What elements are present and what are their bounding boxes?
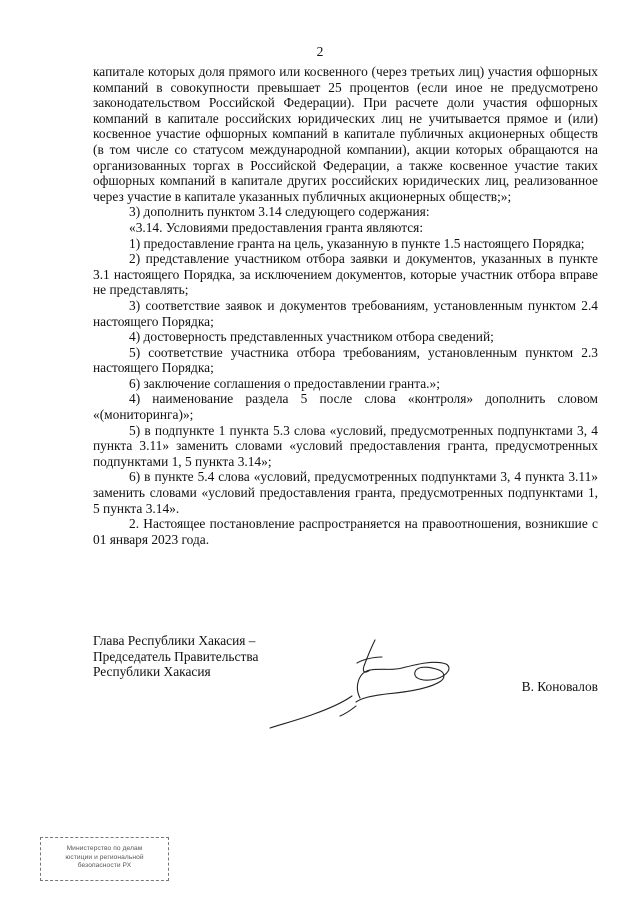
registration-stamp [40, 837, 169, 881]
paragraph: 3) дополнить пунктом 3.14 следующего содержания: [129, 204, 430, 220]
paragraph: 6) в пункте 5.4 слова «условий, предусмотренных подпунктами 3, 4 пункта 3.11» заменить словами «условий предоставления гранта, предусмотренных подпунктами 1, 5 пункта 3.14». [93, 469, 598, 516]
paragraph: 2) представление участником отбора заявки и документов, указанных в пункте 3.1 настоящего Порядка, за исключением документов, которые участник отбора вправе не представлять; [93, 251, 598, 298]
paragraph: 6) заключение соглашения о предоставлении гранта.»; [129, 375, 440, 391]
stamp-line: Министерство по делам [66, 845, 143, 852]
paragraph: 2. Настоящее постановление распространяется на правоотношения, возникшие с 01 января 2023 года. [93, 516, 598, 547]
stamp-line: безопасности РХ [77, 862, 132, 869]
signatory-title-line: Председатель Правительства [93, 648, 259, 664]
signatory-title-line: Республики Хакасия [93, 664, 211, 680]
page-number: 2 [316, 44, 324, 59]
paragraph: 5) соответствие участника отбора требованиям, установленным пунктом 2.3 настоящего Порядка; [93, 344, 598, 376]
document-body [93, 64, 598, 547]
signatory-title [93, 633, 258, 680]
paragraph: 4) достоверность представленных участником отбора сведений; [129, 329, 494, 345]
paragraph: 3) соответствие заявок и документов требованиям, установленным пунктом 2.4 настоящего Порядка; [93, 297, 598, 329]
paragraph: капитале которых доля прямого или косвенного (через третьих лиц) участия офшорных компаний в совокупности превышает 25 процентов (если иное не предусмотрено законодательством Российской Федерации). При расчете доли участия офшорных компаний в капитале российских юридических лиц не учитывается прямое и (или) косвенное участие офшорных компаний в капитале публичных акционерных обществ (в том числе со статусом международной компании), акции которых обращаются на организованных торгах в Российской Федерации, а также косвенное участие таких офшорных компаний в капитале других российских юридических лиц, реализованное через участие в капитале указанных публичных акционерных обществ;»; [93, 64, 598, 204]
paragraph: «3.14. Условиями предоставления гранта являются: [129, 219, 424, 235]
handwritten-signature [258, 636, 468, 731]
signatory-name: В. Коновалов [521, 679, 598, 694]
paragraph: 1) предоставление гранта на цель, указанную в пункте 1.5 настоящего Порядка; [129, 235, 585, 251]
stamp-line: юстиции и региональной [65, 853, 144, 861]
paragraph: 4) наименование раздела 5 после слова «контроля» дополнить словом «(мониторинга)»; [93, 391, 598, 423]
paragraph: 5) в подпункте 1 пункта 5.3 слова «условий, предусмотренных подпунктами 3, 4 пункта 3.11» заменить словами «условий предоставления гранта, предусмотренных подпунктами 1, 5 пункта 3.14»; [93, 422, 598, 469]
signatory-title-line: Глава Республики Хакасия – [93, 633, 256, 648]
